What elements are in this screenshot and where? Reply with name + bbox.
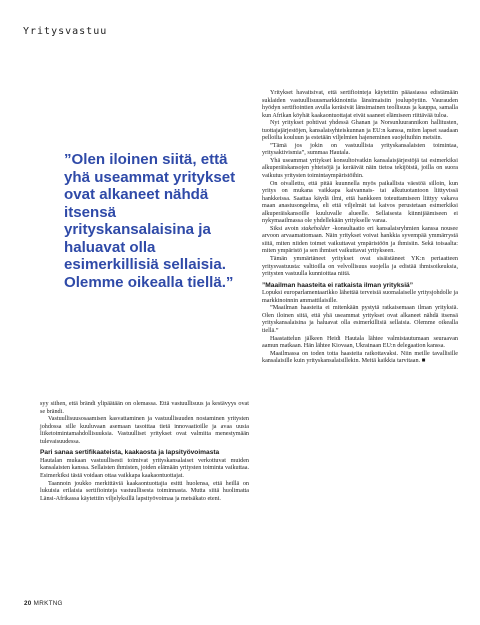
subheading: ”Maailman haasteita ei ratkaista ilman yrityksiä” — [262, 281, 413, 289]
subheading: Pari sanaa sertifikaateista, kaakaosta ja lapsityövoimasta — [40, 449, 220, 457]
paragraph: Haastattelun jälkeen Heidi Hautala lähtee valmistautumaan seuraavan aamun matkaan. Hän lähtee Kiovaan, Ukrainaan EU:n delegaation kanssa. — [262, 335, 458, 350]
paragraph: syy siihen, että brändi ylipäätään on olemassa. Että vastuullisuus ja kestävyys ovat se brändi. — [40, 401, 249, 415]
pull-quote: ”Olen iloinen siitä, että yhä useammat yritykset ovat alkaneet nähdä itsensä yrityskansalaisina ja haluavat olla esimerkillisiä sellaisia. Olemme oikealla tiellä.” — [64, 151, 236, 291]
publication-name: MRKTNG — [33, 600, 63, 607]
paragraph: Taannoin joukko merkittäviä kaakaontuottajia esitti huolensa, että heillä on lukuisia erilaisia sertifiointeja vastuullisesta toiminnasta. Mutta siitä huolimatta Länsi-Afrikassa käytettiin viljelyksillä lapsityövoimaa ja metsäkato eteni. — [40, 480, 249, 502]
section-label: Yritysvastuu — [23, 26, 108, 37]
paragraph: Maailmassa on toden totta haasteita ratkottavaksi. Niin meille tavallisille kansalaisille kuin yrityskansalaisillekin. Meitä kaikkia tarvitaan. ■ — [262, 350, 458, 365]
paragraph: ”Maailman haasteita ei mitenkään pystytä ratkaisemaan ilman yrityksiä. Olen iloinen siitä, että yhä useammat yritykset ovat alkaneet nähdä itsensä yrityskansalaisina ja haluavat olla esimerkillisiä sellaisia. Olemme oikealla tiellä.” — [262, 305, 458, 334]
page-footer — [24, 600, 63, 607]
paragraph: ”Tämä jos jokin on vastuullista yrityskansalaisten toimintaa, yritysaktivismia”, summaa Hautala. — [262, 142, 458, 157]
paragraph: Hautalan mukaan vastuullisesti toimivat yrityskansalaiset verkottuvat muiden kansalaisten kanssa. Sellaisten ihmisten, joiden elämään yritysten toiminta vaikuttaa. Esimerkiksi tästä voidaan ottaa vaikkapa kaakaontuottajat. — [40, 457, 249, 479]
text-run: -konsultaatio eri kansalaisryhmien kanssa nousee arvoon arvaamattomaan. Näin yritykset voivat hankkia syvempää ymmärrystä siitä, miten niiden toimet vaikuttavat ympäristöön ja ihmisiin. Sekä toisaalta: miten ympäristö ja sen ihmiset vaikuttavat yritykseen. — [262, 225, 458, 255]
paragraph: Tämän ymmärtäneet yritykset ovat sisäistäneet YK:n periaatteen yritysvastuusta: valtioilla on velvollisuus suojella ja edistää ihmisoikeuksia, yritysten vastuulla kunnioittaa niitä. — [262, 256, 458, 278]
paragraph — [262, 226, 458, 256]
italic-term: stakeholder — [301, 225, 330, 232]
paragraph: Yritykset havaitsivat, että sertifiointeja käytettiin pääasiassa edistämään suklaiden vastuullisuusmarkkinointia länsimaisiin joulupöytiin. Vaurauden hyödyn sertifiointien avulla keräsivät länsimainen teollisuus ja kauppa, samalla kun Afrikan köyhät kaakaontuottajat eivät saaneet elämiseen riittävää tuloa. — [262, 90, 458, 119]
paragraph: Lopuksi europarlamentaarikko lähettää terveisiä suomalaiselle yritysjohdolle ja markkinoinnin ammattilaisille. — [262, 290, 458, 304]
left-column — [40, 401, 249, 503]
paragraph: On oivallettu, että pitää kuunnella myös paikallista väestöä silloin, kun yritys on mukana vaikkapa kaivannais- tai alkutuotantoon liittyvissä hankkeissa. Saattaa käydä ilmi, että hankkeen toteuttamiseen liittyy vakava maan anastusongelma, eli että viljelmät tai kaivos perustetaan esimerkiksi alkuperäiskansoille kuuluvalle alueelle. Sellaisesta kiinnijäämiseen ei nykymaailmassa ole yhdellekään yritykselle varaa. — [262, 180, 458, 225]
paragraph: Vastuullisuusosaamisen kasvattaminen ja vastuullisuuden nostaminen yritysten johdossa sille kuuluvaan asemaan tasoittaa tietä innovaatioille ja avaa uusia liiketoimintamahdollisuuksia. Vastuulliset yritykset ovat valmiita menestymään tulevaisuudessa. — [40, 416, 249, 445]
paragraph: Yhä useammat yritykset konsultoivatkin kansalaisjärjestöjä tai esimerkiksi alkuperäiskansojen yhteisöjä ja keräävät näin tietoa tekijöistä, joilla on suora vaikutus yritysten toimintaympäristöihin. — [262, 157, 458, 180]
paragraph: Nyt yritykset pohtivat yhdessä Ghanan ja Norsunluurannikon hallitusten, tuottajajärjestöjen, kansalaisyhteiskunnan ja EU:n kanssa, miten lapset saadaan pelloilta kouluun ja estetään viljelmien hajeneminen suojeltuihin metsiin. — [262, 120, 458, 142]
right-column — [262, 90, 458, 366]
page-number: 20 — [24, 600, 32, 607]
text-run: Siksi avoin — [270, 225, 302, 232]
